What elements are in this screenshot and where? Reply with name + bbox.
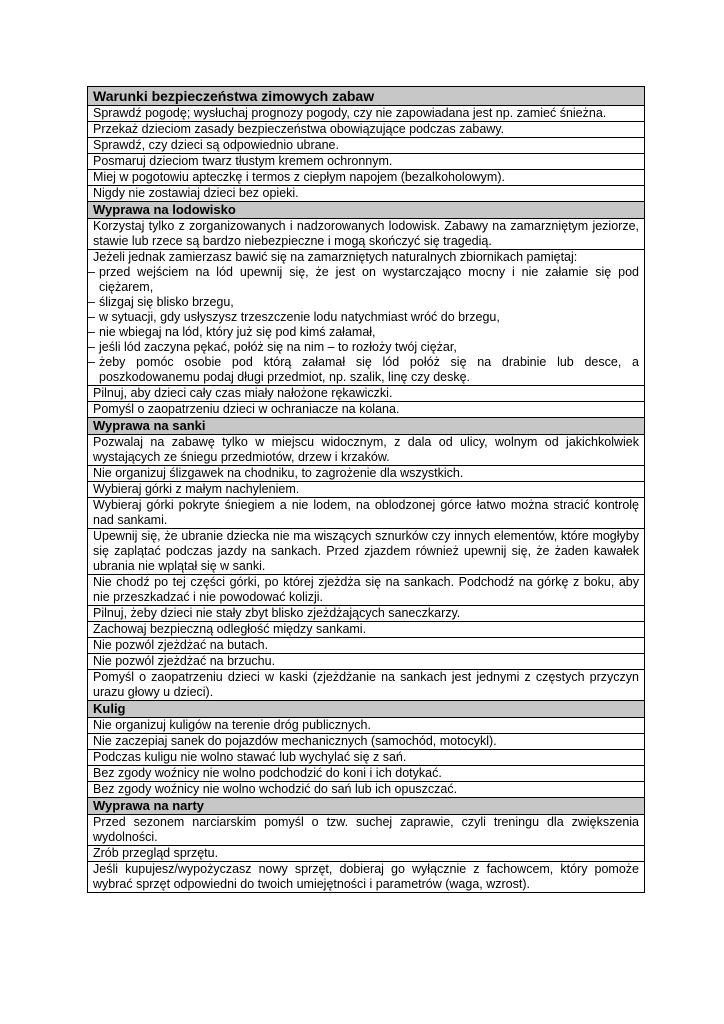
section-heading-ski: Wyprawa na narty [87, 798, 645, 815]
ice-list-cell [87, 250, 645, 386]
section-heading-ice: Wyprawa na lodowisko [87, 202, 645, 219]
list-item: żeby pomóc osobie pod którą załamał się lód połóż się na drabinie lub desce, a poszkodowanemu podaj długi przedmiot, np. szalik, linę czy deskę. [99, 355, 639, 384]
table-row: Upewnij się, że ubranie dziecka nie ma wiszących sznurków czy innych elementów, które mogłyby się zaplątać podczas jazdy na sankach. Przed zjazdem również upewnij się, że żaden kawałek ubrania nie wplątał się w sanki. [87, 529, 645, 575]
section-heading-kulig: Kulig [87, 701, 645, 718]
table-row: Sprawdź pogodę; wysłuchaj prognozy pogody, czy nie zapowiadana jest np. zamieć śnieżna. [87, 106, 645, 122]
safety-table [87, 86, 645, 893]
table-row: Nie pozwól zjeżdżać na butach. [87, 638, 645, 654]
table-row: Posmaruj dzieciom twarz tłustym kremem ochronnym. [87, 154, 645, 170]
section-heading-sled: Wyprawa na sanki [87, 418, 645, 435]
table-row: Nie pozwól zjeżdżać na brzuchu. [87, 654, 645, 670]
table-row: Pilnuj, aby dzieci cały czas miały nałożone rękawiczki. [87, 386, 645, 402]
table-row: Nie organizuj ślizgawek na chodniku, to zagrożenie dla wszystkich. [87, 466, 645, 482]
table-row: Podczas kuligu nie wolno stawać lub wychylać się z sań. [87, 750, 645, 766]
table-row: Pilnuj, żeby dzieci nie stały zbyt blisko zjeżdżających saneczkarzy. [87, 606, 645, 622]
table-row: Miej w pogotowiu apteczkę i termos z ciepłym napojem (bezalkoholowym). [87, 170, 645, 186]
table-row: Pomyśl o zaopatrzeniu dzieci w ochraniacze na kolana. [87, 402, 645, 418]
table-row: Pozwalaj na zabawę tylko w miejscu widocznym, z dala od ulicy, wolnym od jakichkolwiek wystających ze śniegu przedmiotów, drzew i krzaków. [87, 435, 645, 466]
table-row: Przekaż dzieciom zasady bezpieczeństwa obowiązujące podczas zabawy. [87, 122, 645, 138]
ice-list-intro: Jeżeli jednak zamierzasz bawić się na zamarzniętych naturalnych zbiornikach pamiętaj: [93, 250, 578, 264]
list-item: nie wbiegaj na lód, który już się pod kimś załamał, [99, 325, 376, 339]
list-item: ślizgaj się blisko brzegu, [99, 295, 234, 309]
table-row: Korzystaj tylko z zorganizowanych i nadzorowanych lodowisk. Zabawy na zamarzniętym jeziorze, stawie lub rzece są bardzo niebezpieczne i mogą skończyć się tragedią. [87, 219, 645, 250]
table-row: Bez zgody woźnicy nie wolno podchodzić do koni i ich dotykać. [87, 766, 645, 782]
table-row: Przed sezonem narciarskim pomyśl o tzw. suchej zaprawie, czyli treningu dla zwiększenia wydolności. [87, 815, 645, 846]
table-row: Nigdy nie zostawiaj dzieci bez opieki. [87, 186, 645, 202]
list-item: w sytuacji, gdy usłyszysz trzeszczenie lodu natychmiast wróć do brzegu, [99, 310, 500, 324]
table-title: Warunki bezpieczeństwa zimowych zabaw [87, 86, 645, 106]
table-row: Sprawdź, czy dzieci są odpowiednio ubrane. [87, 138, 645, 154]
table-row: Nie zaczepiaj sanek do pojazdów mechanicznych (samochód, motocykl). [87, 734, 645, 750]
table-row: Nie chodź po tej części górki, po której zjeżdża się na sankach. Podchodź na górkę z boku, aby nie przeszkadzać i nie powodować kolizji. [87, 575, 645, 606]
list-item: przed wejściem na lód upewnij się, że jest on wystarczająco mocny i nie załamie się pod ciężarem, [99, 265, 639, 294]
list-item: jeśli lód zaczyna pękać, połóż się na nim – to rozłoży twój ciężar, [99, 340, 457, 354]
table-row: Wybieraj górki pokryte śniegiem a nie lodem, na oblodzonej górce łatwo można stracić kontrolę nad sankami. [87, 498, 645, 529]
table-row: Nie organizuj kuligów na terenie dróg publicznych. [87, 718, 645, 734]
table-row: Wybieraj górki z małym nachyleniem. [87, 482, 645, 498]
table-row: Bez zgody woźnicy nie wolno wchodzić do sań lub ich opuszczać. [87, 782, 645, 798]
table-row: Jeśli kupujesz/wypożyczasz nowy sprzęt, dobieraj go wyłącznie z fachowcem, który pomoże wybrać sprzęt odpowiedni do twoich umiejętności i parametrów (waga, wzrost). [87, 862, 645, 893]
table-row: Zrób przegląd sprzętu. [87, 846, 645, 862]
table-row: Zachowaj bezpieczną odległość między sankami. [87, 622, 645, 638]
table-row: Pomyśl o zaopatrzeniu dzieci w kaski (zjeżdżanie na sankach jest jednymi z częstych przyczyn urazu głowy u dzieci). [87, 670, 645, 701]
